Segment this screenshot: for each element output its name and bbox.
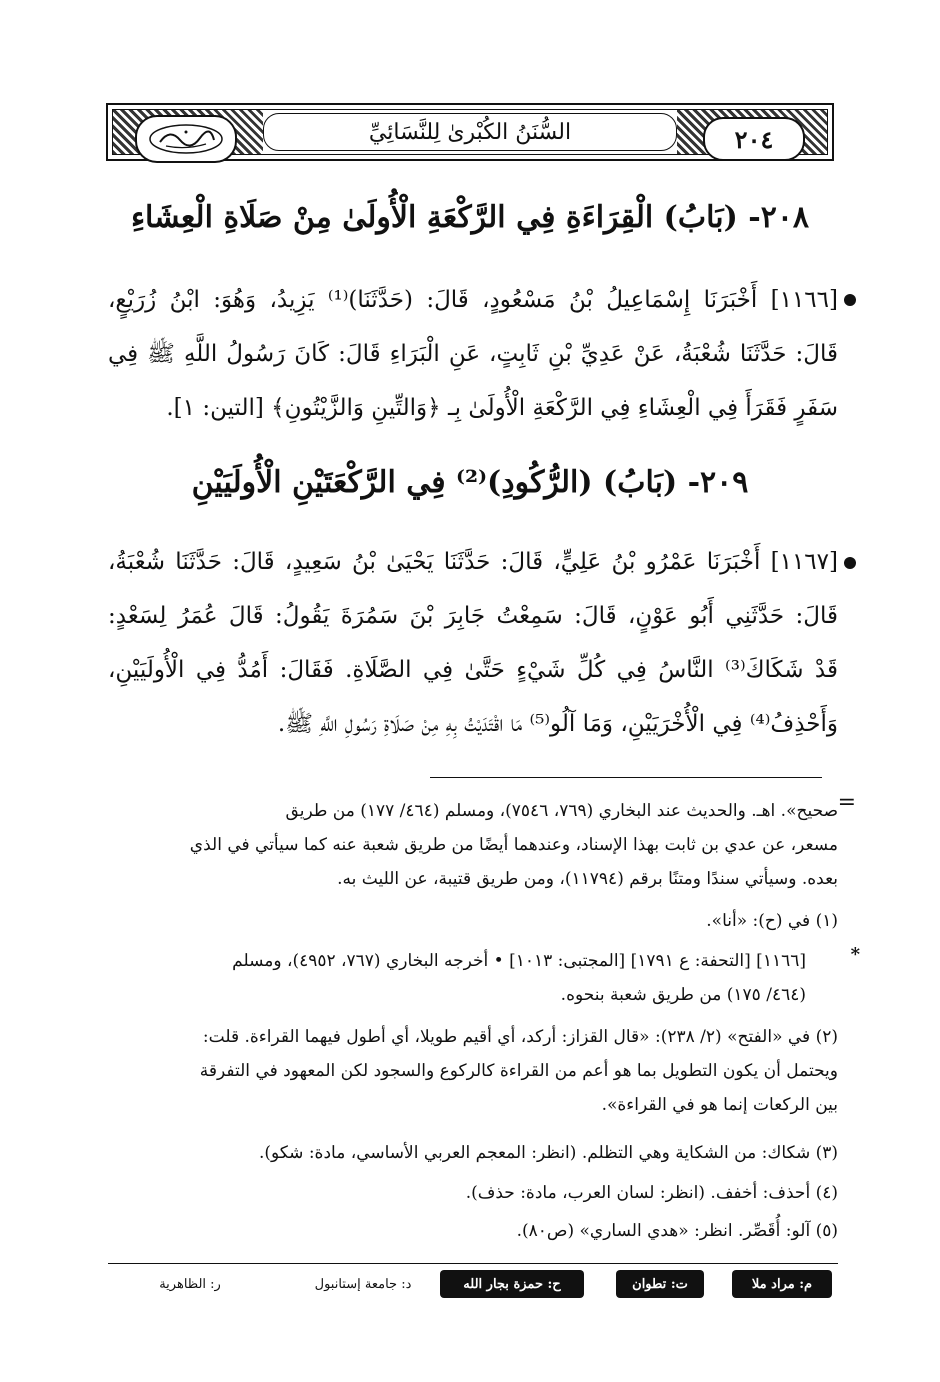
seal-calligraphy-icon — [146, 122, 226, 156]
manuscript-d-label: د: جامعة إستانبول — [314, 1276, 412, 1292]
hadith-line: قَالَ: حَدَّثَنِي أَبُو عَوْنٍ، قَالَ: سَمِعْتُ جَابِرَ بْنَ سَمُرَةَ يَقُولُ: قَالَ عُمَرُ لِسَعْدٍ: — [108, 603, 838, 629]
footnote-line: بعده. وسيأتي سندًا ومتنًا برقم (١١٧٩٤)، ومن طريق قتيبة، عن الليث به. — [337, 869, 838, 889]
footnote-5: (٥) آلو: أُقَصِّر. انظر: «هدي الساري» (ص٨٠). — [516, 1221, 838, 1241]
footnote-line: مسعر، عن عدي بن ثابت بهذا الإسناد، وعندهما أيضًا من طريق شعبة عنه كما سيأتي في الذي — [189, 835, 838, 855]
takhrij-line: (٤٦٤/ ١٧٥) من طريق شعبة بنحوه. — [560, 985, 806, 1005]
footnote-1: (١) في (ح): «أنا». — [706, 911, 838, 931]
footnote-4: (٤) أحذف: أخفف. (انظر: لسان العرب، مادة: حذف). — [465, 1183, 838, 1203]
section-heading-209: ٢٠٩- (بَابُ) (الرُّكُودِ)⁽²⁾ فِي الرَّكْعَتَيْنِ الْأُولَيَيْنِ — [191, 465, 749, 500]
section-heading-208: ٢٠٨- (بَابُ) الْقِرَاءَةِ فِي الرَّكْعَةِ الْأُولَىٰ مِنْ صَلَاةِ الْعِشَاءِ — [130, 200, 810, 235]
manuscript-h-badge: ح: حمزة بجار الله — [440, 1270, 584, 1298]
manuscript-m-badge: م: مراد ملا — [732, 1270, 832, 1298]
header-frame — [112, 109, 828, 155]
book-seal-logo — [135, 115, 237, 163]
continuation-mark: = — [837, 790, 856, 815]
footnote-2 — [106, 1020, 838, 1122]
hadith-bullet — [844, 557, 856, 569]
manuscript-t-badge: ت: تطوان — [616, 1270, 704, 1298]
takhrij-star-mark: * — [850, 944, 860, 965]
footnote-line: (٢) في «الفتح» (٢/ ٢٣٨): «قال القزاز: أركد، أي أقيم طويلا، أي أطول فيهما القراءة. قلت: — [202, 1027, 838, 1047]
hadith-line: قَالَ: حَدَّثَنَا شُعْبَةُ، عَنْ عَدِيِّ بْنِ ثَابِتٍ، عَنِ الْبَرَاءِ قَالَ: كَانَ رَسُولُ اللَّهِ ﷺ فِي — [108, 341, 838, 367]
manuscript-divider — [108, 1263, 838, 1264]
footnote-line: ويحتمل أن يكون التطويل بما هو أعم من القراءة كالركوع والسجود لكن المعهود في التفرقة — [199, 1061, 838, 1081]
running-title: السُّنَنُ الكُبْرىٰ لِلنَّسَائِيِّ — [263, 113, 677, 151]
footnote-continued — [106, 794, 838, 896]
hadith-line: [١١٦٦] أَخْبَرَنَا إِسْمَاعِيلُ بْنُ مَسْعُودٍ، قَالَ: (حَدَّثَنَا)⁽¹⁾ يَزِيدُ، وَهُوَ: ابْنُ زُرَيْعٍ، — [108, 287, 838, 313]
hadith-line: سَفَرٍ فَقَرَأَ فِي الْعِشَاءِ فِي الرَّكْعَةِ الْأُولَىٰ بِـ ﴿وَالتِّينِ وَالزَّيْتُونِ﴾ [التين: ١]. — [166, 395, 838, 421]
hadith-line: [١١٦٧] أَخْبَرَنَا عَمْرُو بْنُ عَلِيٍّ، قَالَ: حَدَّثَنَا يَحْيَىٰ بْنُ سَعِيدٍ، قَالَ: حَدَّثَنَا شُعْبَةُ، — [108, 549, 838, 575]
footnote-line: صحيح». اهـ. والحديث عند البخاري (٧٦٩، ٧٥٤٦)، ومسلم (٤٦٤/ ١٧٧) من طريق — [285, 801, 838, 821]
footnote-divider — [430, 777, 822, 778]
hadith-line: قَدْ شَكَاكَ⁽³⁾ النَّاسُ فِي كُلِّ شَيْءٍ حَتَّىٰ فِي الصَّلَاةِ. فَقَالَ: أَمُدُّ فِي الْأُولَيَيْنِ، — [108, 657, 838, 683]
takhrij-line: [١١٦٦] [التحفة: ع ١٧٩١] [المجتبى: ١٠١٣] • أخرجه البخاري (٧٦٧، ٤٩٥٢)، ومسلم — [232, 951, 806, 971]
takhrij-1166 — [106, 944, 806, 1012]
manuscript-r-label: ر: الظاهرية — [159, 1276, 221, 1292]
hadith-line: وَأَحْذِفُ⁽⁴⁾ فِي الْأُخْرَيَيْنِ، وَمَا آلُو⁽⁵⁾ مَا اقْتَدَيْتُ بِهِ مِنْ صَلَاةِ رَسُولِ اللَّهِ ﷺ. — [277, 711, 838, 737]
hadith-bullet — [844, 294, 856, 306]
footnote-line: بين الركعات إنما هو في القراءة». — [601, 1095, 838, 1115]
page-header — [106, 103, 834, 161]
page-number: ٢٠٤ — [703, 117, 805, 161]
hadith-1166 — [108, 273, 838, 435]
hadith-1167 — [108, 535, 838, 751]
footnote-3: (٣) شكاك: من الشكاية وهي التظلم. (انظر: المعجم العربي الأساسي، مادة: شكو). — [258, 1143, 838, 1163]
